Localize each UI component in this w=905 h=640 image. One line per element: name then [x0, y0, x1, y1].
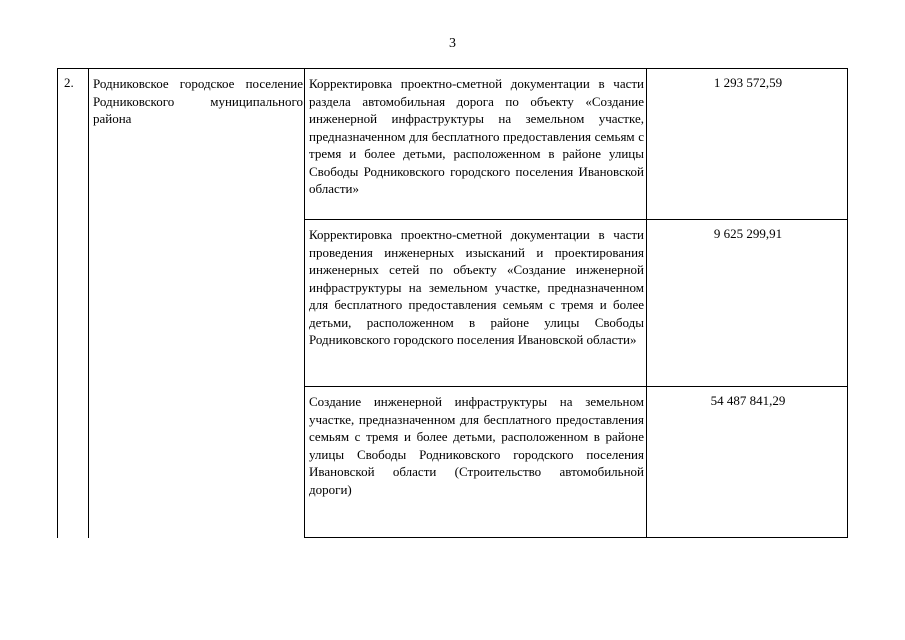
item-divider-1	[304, 219, 848, 220]
item-divider-3	[304, 537, 848, 538]
item-amount: 1 293 572,59	[713, 75, 783, 90]
table-top-border	[57, 68, 848, 69]
municipality-name: Родниковское городское поселение Родниковского муниципального района	[93, 76, 303, 126]
item-description: Корректировка проектно-сметной документации в части раздела автомобильная дорога по объекту «Создание инженерной инфраструктуры на земельном участке, предназначенном для бесплатного предоставления семьям с тремя и более детьми, расположенном в районе улицы Свободы Родниковского городского поселения Ивановской области»	[309, 76, 644, 196]
column-divider-municipality	[304, 68, 305, 538]
table-left-border	[57, 68, 58, 538]
item-amount: 9 625 299,91	[713, 226, 783, 241]
item-description: Создание инженерной инфраструктуры на земельном участке, предназначенном для бесплатного предоставления семьям с тремя и более детьми, расположенном в районе улицы Свободы Родниковского городского поселения Ивановской области (Строительство автомобильной дороги)	[309, 394, 644, 497]
column-divider-index	[88, 68, 89, 538]
row-index: 2.	[64, 75, 74, 90]
item-amount: 54 487 841,29	[710, 393, 786, 408]
column-divider-description	[646, 68, 647, 538]
page-number: 3	[449, 36, 456, 51]
item-divider-2	[304, 386, 848, 387]
table-right-border	[847, 68, 848, 538]
item-description: Корректировка проектно-сметной документации в части проведения инженерных изысканий и проектирования инженерных сетей по объекту «Создание инженерной инфраструктуры на земельном участке, предназначенном для бесплатного предоставления семьям с тремя и более детьми, расположенном в районе улицы Свободы Родниковского городского поселения Ивановской области»	[309, 227, 644, 347]
